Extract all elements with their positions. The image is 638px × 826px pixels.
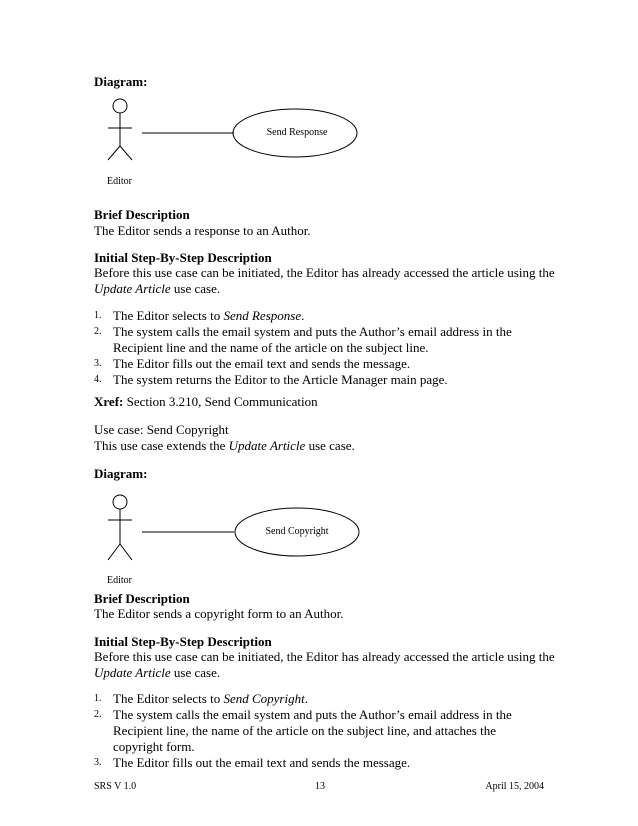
step-text: The Editor selects to Send Response.: [113, 308, 305, 323]
update-article-reference: Update Article: [94, 665, 171, 680]
step-item: [94, 707, 544, 755]
use-case-title: Use case: Send Copyright: [94, 422, 229, 437]
step-text: The system calls the email system and puts the Author’s email address in the Recipient line, the name of the article on the subject line, and attaches the copyright form.: [113, 707, 512, 754]
xref-label: Xref:: [94, 394, 124, 409]
step-item: [94, 308, 544, 324]
xref-text: Section 3.210, Send Communication: [123, 394, 318, 409]
actor-figure: [108, 99, 132, 160]
step-text: The system calls the email system and puts the Author’s email address in the Recipient line and the name of the article on the subject line.: [113, 324, 512, 355]
update-article-reference: Update Article: [228, 438, 306, 453]
step-number: 2.: [94, 709, 102, 720]
precondition-tail: use case.: [170, 665, 221, 680]
xref-line: [94, 394, 318, 410]
brief-description-text: The Editor sends a response to an Author.: [94, 223, 311, 238]
extends-line: This use case extends the Update Article use case.: [94, 438, 355, 453]
use-case-diagram-send-copyright: [90, 490, 370, 595]
step-text: The Editor fills out the email text and sends the message.: [113, 356, 411, 371]
update-article-reference: Update Article: [94, 281, 171, 296]
step-description-heading: Initial Step-By-Step Description: [94, 250, 272, 265]
precondition-text-continued: [94, 281, 220, 297]
actor-label: Editor: [107, 176, 132, 187]
step-number: 3.: [94, 757, 102, 768]
use-case-diagram-send-response: [90, 90, 370, 195]
step-text: The Editor selects to Send Copyright.: [113, 691, 308, 706]
step-number: 4.: [94, 374, 102, 385]
step-item: [94, 691, 544, 707]
brief-description-heading: Brief Description: [94, 591, 190, 606]
step-list: [94, 308, 544, 388]
step-text: The Editor fills out the email text and sends the message.: [113, 755, 411, 770]
step-description-heading: Initial Step-By-Step Description: [94, 634, 272, 649]
footer-date: April 15, 2004: [485, 781, 544, 792]
step-number: 2.: [94, 326, 102, 337]
diagram-heading: Diagram:: [94, 466, 148, 481]
diagram-heading: Diagram:: [94, 74, 148, 89]
brief-description-text: The Editor sends a copyright form to an Author.: [94, 606, 344, 621]
brief-description-heading: Brief Description: [94, 207, 190, 222]
step-item: [94, 755, 544, 771]
step-item: [94, 356, 544, 372]
step-item: [94, 324, 544, 356]
step-number: 1.: [94, 310, 102, 321]
step-item: [94, 372, 544, 388]
precondition-tail: use case.: [170, 281, 221, 296]
actor-figure: [108, 495, 132, 560]
footer-page-number: 13: [315, 781, 325, 792]
step-list: [94, 691, 544, 771]
use-case-label: Send Copyright: [265, 526, 329, 537]
precondition-text-line: Before this use case can be initiated, the Editor has already accessed the article using the: [94, 649, 555, 664]
step-number: 1.: [94, 693, 102, 704]
footer-document-version: SRS V 1.0: [94, 781, 137, 792]
step-number: 3.: [94, 358, 102, 369]
actor-label: Editor: [107, 575, 132, 586]
step-text: The system returns the Editor to the Article Manager main page.: [113, 372, 448, 387]
precondition-text-line: Before this use case can be initiated, the Editor has already accessed the article using the: [94, 265, 555, 280]
precondition-text-continued: [94, 665, 220, 681]
use-case-label: Send Response: [266, 127, 328, 138]
